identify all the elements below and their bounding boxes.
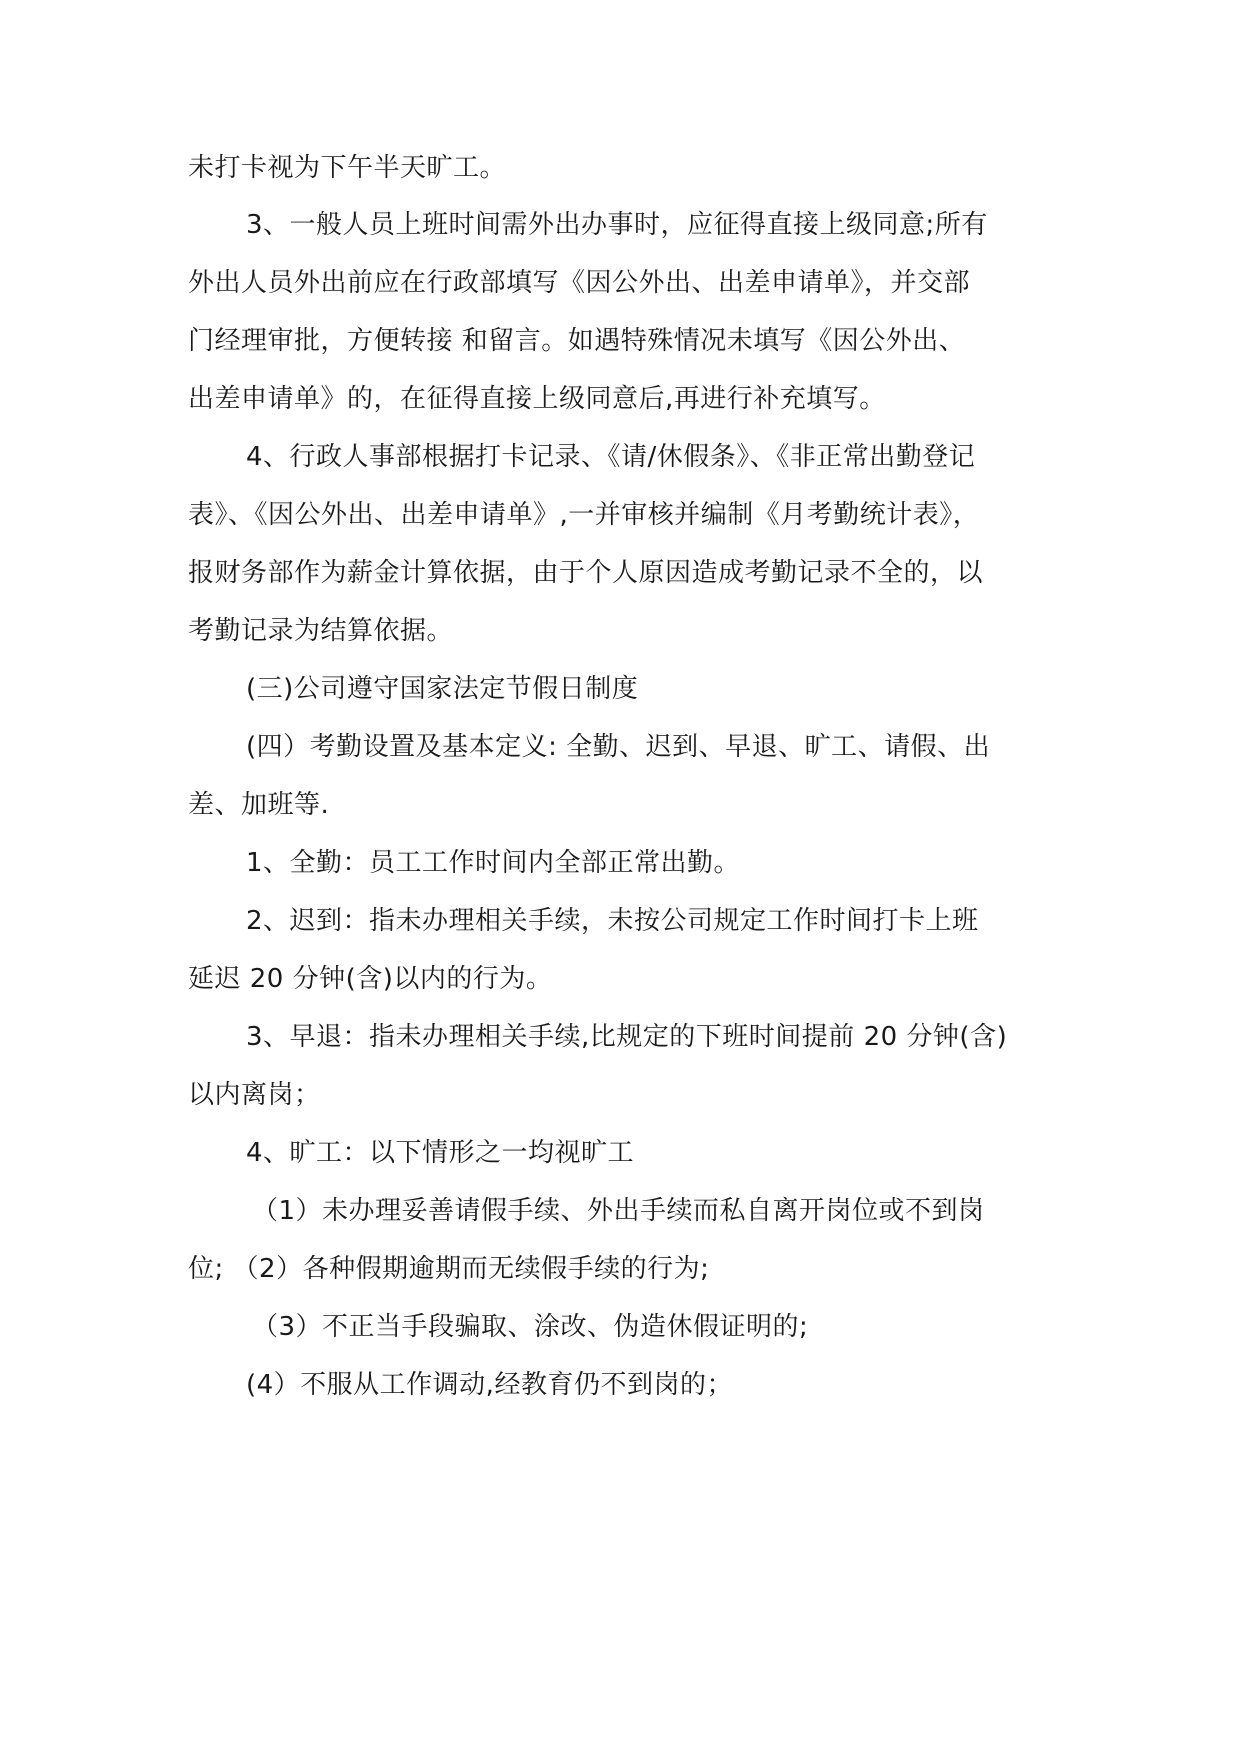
text-line: 报财务部作为薪金计算依据，由于个人原因造成考勤记录不全的，以 xyxy=(188,558,984,588)
section-heading: (三)公司遵守国家法定节假日制度 xyxy=(246,674,639,704)
text-line: 考勤记录为结算依据。 xyxy=(188,616,454,646)
text-line: 表》、《因公外出、出差申请单》,一并审核并编制《月考勤统计表》， xyxy=(188,500,980,530)
list-item: (4）不服从工作调动,经教育仍不到岗的； xyxy=(246,1370,733,1400)
text-line: 未打卡视为下午半天旷工。 xyxy=(188,153,507,183)
text-line: 4、旷工：以下情形之一均视旷工 xyxy=(246,1138,635,1168)
text-line: 4、行政人事部根据打卡记录、《请/休假条》、《非正常出勤登记 xyxy=(246,442,976,472)
list-item: （1）未办理妥善请假手续、外出手续而私自离开岗位或不到岗 xyxy=(252,1196,985,1226)
text-line: 延迟 20 分钟(含)以内的行为。 xyxy=(188,964,553,994)
list-item: 位; （2）各种假期逾期而无续假手续的行为; xyxy=(188,1254,710,1284)
section-heading: (四）考勤设置及基本定义: 全勤、迟到、早退、旷工、请假、出 xyxy=(246,732,991,762)
text-line: 出差申请单》的，在征得直接上级同意后,再进行补充填写。 xyxy=(188,384,886,414)
list-item: （3）不正当手段骗取、涂改、伪造休假证明的; xyxy=(252,1312,809,1342)
text-line: 2、迟到：指未办理相关手续，未按公司规定工作时间打卡上班 xyxy=(246,906,979,936)
text-line: 门经理审批，方便转接 和留言。如遇特殊情况未填写《因公外出、 xyxy=(188,326,966,356)
text-line: 1、全勤：员工工作时间内全部正常出勤。 xyxy=(246,848,741,878)
text-line: 差、加班等. xyxy=(188,790,330,820)
text-line: 外出人员外出前应在行政部填写《因公外出、出差申请单》，并交部 xyxy=(188,268,971,298)
text-line: 3、早退：指未办理相关手续,比规定的下班时间提前 20 分钟(含) xyxy=(246,1022,1008,1052)
text-line: 3、一般人员上班时间需外出办事时，应征得直接上级同意;所有 xyxy=(246,210,988,240)
text-line: 以内离岗； xyxy=(188,1080,321,1110)
